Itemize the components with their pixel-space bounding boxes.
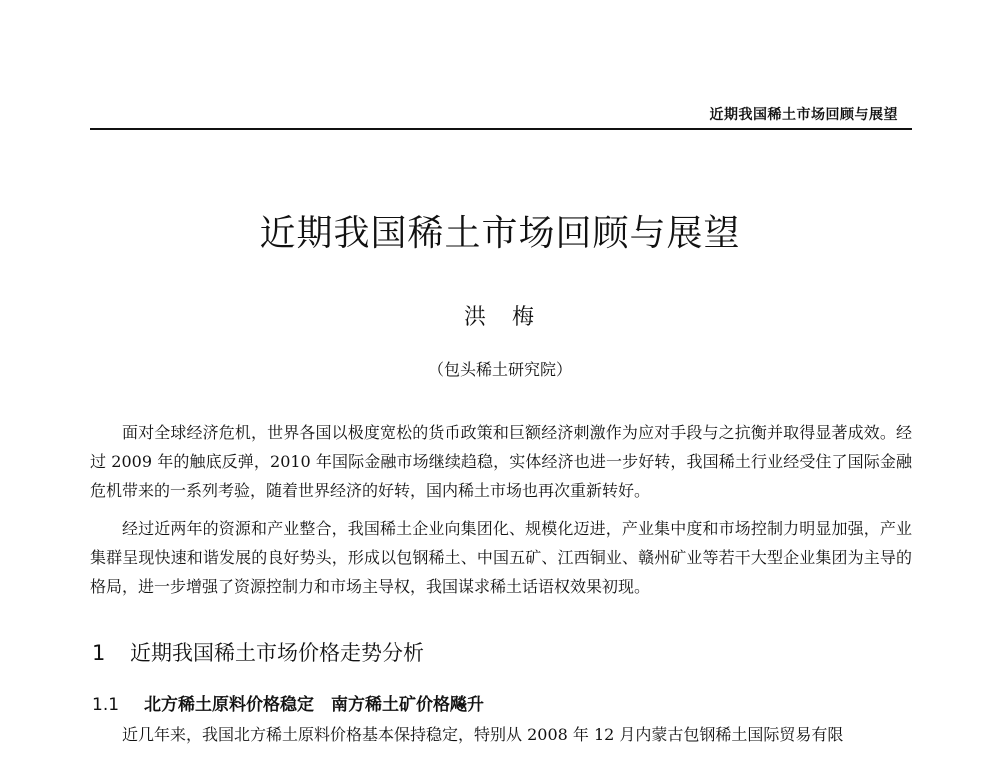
paragraph-text: 经过近两年的资源和产业整合，我国稀土企业向集团化、规模化迈进，产业集中度和市场控制力明显加强，产业集群呈现快速和谐发展的良好势头，形成以包钢稀土、中国五矿、江西铜业、赣州矿业等若干大型企业集团为主导的格局，进一步增强了资源控制力和市场主导权，我国谋求稀土话语权效果初现。 bbox=[90, 519, 912, 596]
body-paragraph-1 bbox=[90, 418, 912, 505]
running-head: 近期我国稀土市场回顾与展望 bbox=[709, 107, 898, 123]
paragraph-text: 近几年来，我国北方稀土原料价格基本保持稳定，特别从 2008 年 12 月内蒙古包钢稀土国际贸易有限 bbox=[122, 725, 844, 744]
section-number: 1 bbox=[92, 641, 106, 665]
subsection-number: 1.1 bbox=[92, 695, 120, 715]
body-paragraph-3 bbox=[90, 720, 912, 749]
author-affiliation: （包头稀土研究院） bbox=[427, 360, 572, 379]
author-name: 洪 梅 bbox=[463, 305, 536, 330]
paper-title: 近期我国稀土市场回顾与展望 bbox=[259, 213, 741, 254]
paragraph-text: 面对全球经济危机，世界各国以极度宽松的货币政策和巨额经济刺激作为应对手段与之抗衡并取得显著成效。经过 2009 年的触底反弹，2010 年国际金融市场继续趋稳，实体经济也进一步好转，我国稀土行业经受住了国际金融危机带来的一系列考验，随着世界经济的好转，国内稀土市场也再次重新转好。 bbox=[90, 423, 912, 500]
section-title: 近期我国稀土市场价格走势分析 bbox=[130, 641, 424, 665]
subsection-heading bbox=[92, 690, 484, 715]
body-paragraph-2 bbox=[90, 514, 912, 601]
section-heading bbox=[92, 637, 424, 667]
header-rule bbox=[90, 128, 912, 130]
subsection-title: 北方稀土原料价格稳定 南方稀土矿价格飚升 bbox=[144, 695, 484, 715]
